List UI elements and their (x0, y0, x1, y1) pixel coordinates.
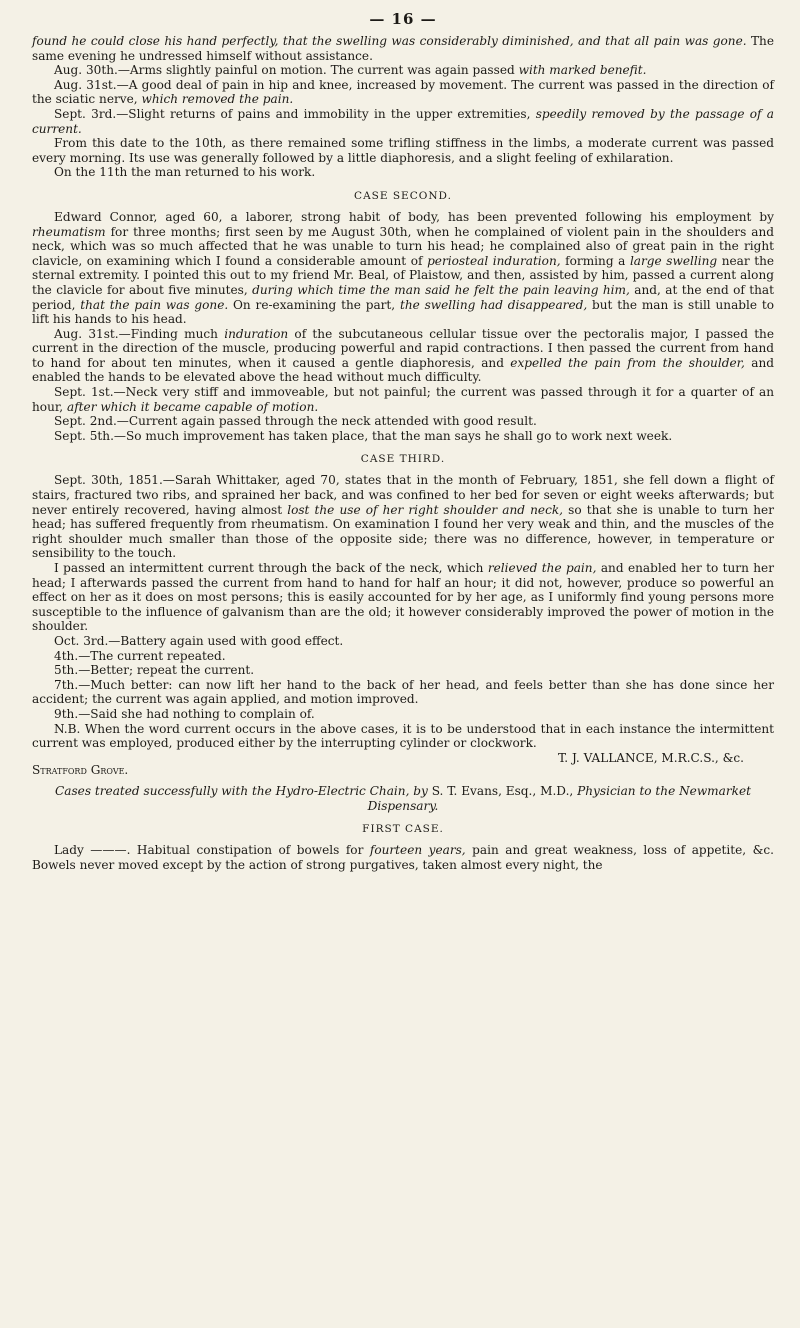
text: The same evening he undressed himself without assistance. (32, 34, 774, 63)
text: but the man is still unable to lift his hands to his head. (32, 297, 774, 327)
text: and enabled the hands to be elevated above the head without much difficulty. (32, 355, 774, 385)
first-case-paragraph (32, 843, 774, 872)
entry-aug-31 (32, 78, 774, 107)
case-second-heading: CASE SECOND. (354, 189, 452, 202)
italic-text: speedily removed by the passage of a current. (32, 106, 774, 136)
text: Aug. 30th.—Arms slightly painful on motion. The current was again passed (54, 63, 519, 78)
text: for three months; first seen by me August 30th, when he complained of violent pain in the shoulders and neck, which was so much affected that he was unable to turn his head; he complained also of great pain in the right clavicle, on examining which I found a considerable amount of (32, 224, 774, 268)
italic-text: during which time the man said he felt the pain leaving him, (252, 282, 630, 297)
text: Sept. 1st.—Neck very stiff and immoveable, but not painful; the current was passed through it for a quarter of an hour, (32, 385, 774, 414)
italic-text: the swelling had disappeared, (399, 297, 588, 312)
case-third-9th: 9th.—Said she had nothing to complain of. (54, 706, 315, 721)
signature: T. J. VALLANCE, M.R.C.S., &c. (558, 750, 744, 765)
case-second-paragraph (32, 210, 774, 327)
text: and enabled her to turn her head; I afterwards passed the current from hand to hand for half an hour; it did not, however, produce so powerful an effect on her as it does on most persons; this is easily accounted for by her age, as I uniformly find young persons more susceptible to the influence of galvanism than are the old; it however considerably improved the power of motion in the shoulder. (32, 561, 774, 634)
text: near the sternal extremity. I pointed this out to my friend Mr. Beal, of Plaistow, and then, assisted by him, passed a current along the clavicle for about five minutes, (32, 253, 775, 297)
case-third-7th: 7th.—Much better: can now lift her hand to the back of her head, and feels better than she has done since her accident; the current was again applied, and motion improved. (32, 677, 774, 707)
section-title (32, 784, 774, 813)
text: Aug. 31st.—Finding much (54, 326, 225, 341)
case-second-sept-2: Sept. 2nd.—Current again passed through the neck attended with good result. (54, 414, 537, 429)
text: Aug. 31st.—A good deal of pain in hip and knee, increased by movement. The current was passed in the direction of the sciatic nerve, (32, 77, 774, 107)
case-second-sept-1 (32, 385, 774, 414)
case-third-4th: 4th.—The current repeated. (54, 648, 226, 663)
text: Edward Connor, aged 60, a laborer, strong habit of body, has been prevented following his employment by (54, 209, 774, 224)
entry-aug-30 (32, 63, 774, 78)
italic-text: that the pain was gone. (80, 297, 229, 312)
italic-text: induration (224, 326, 289, 341)
text: I passed an intermittent current through the back of the neck, which (54, 561, 488, 575)
italic-text: after which it became capable of motion. (67, 399, 319, 414)
entry-sept-3 (32, 107, 774, 136)
italic-text: relieved the pain, (487, 561, 597, 575)
italic-text: with marked benefit. (518, 63, 647, 78)
italic-text: fourteen years, (369, 843, 466, 858)
italic-text: expelled the pain from the shoulder, (510, 355, 745, 370)
italic-text: found he could close his hand perfectly, that the swelling was considerably diminished, and that all pain (32, 34, 681, 48)
italic-text: lost the use of her right shoulder and neck, (287, 502, 564, 517)
page-number: — 16 — (369, 10, 437, 28)
text: of the subcutaneous cellular tissue over the pectoralis major, I passed the current in the direction of the muscle, producing powerful and rapid contractions. I then passed the current from hand to hand for about ten minutes, when it caused a gentle diaphoresis, and (32, 326, 774, 370)
italic-text: which removed the pain. (141, 92, 294, 107)
text: forming a (560, 253, 630, 268)
text: Cases treated successfully with the Hydro-Electric Chain, by (55, 783, 432, 798)
text: so that she is unable to turn her head; has suffered frequently from rheumatism. On examination I found her very weak and thin, and the muscles of the right shoulder much smaller than those of the opposite side; there was no difference, however, in temperature or sensibility to the touch. (32, 502, 774, 561)
text: Sept. 3rd.—Slight returns of pains and immobility in the upper extremities, (54, 106, 536, 121)
nota-bene: N.B. When the word current occurs in the above cases, it is to be understood that in each instance the intermittent current was employed, produced either by the interrupting cylinder or clockwork. (32, 721, 774, 751)
italic-text: rheumatism (32, 224, 106, 239)
paragraph-from-this-date: From this date to the 10th, as there remained some trifling stiffness in the limbs, a moderate current was passed every morning. Its use was generally followed by a little diaphoresis, and a slight feeling of exhilaration. (32, 136, 774, 165)
author-name: S. T. Evans, Esq., M.D., (431, 783, 574, 798)
text: Sept. 30th, 1851.—Sarah Whittaker, aged 70, states that in the month of February, 1851, she fell down a flight of stairs, fractured two ribs, and sprained her back, and was confined to her bed for seven or eight weeks afterwards; but never entirely recovered, having almost (32, 473, 774, 517)
first-case-heading: FIRST CASE. (362, 823, 444, 836)
text: and, at the end of that period, (32, 282, 775, 312)
paragraph-return-to-work: On the 11th the man returned to his work. (54, 165, 316, 180)
case-second-sept-5: Sept. 5th.—So much improvement has taken place, that the man says he shall go to work next week. (54, 428, 673, 443)
italic-text: periosteal induration, (427, 253, 561, 268)
text: pain and great weakness, loss of appetite, &c. Bowels never moved except by the action of strong purgatives, taken almost every night, the (32, 843, 775, 872)
italic-text: large swelling (629, 253, 718, 268)
text: On re-examining the part, (228, 297, 400, 312)
text: Physician to the Newmarket Dispensary. (367, 783, 751, 813)
case-third-heading: CASE THIRD. (360, 453, 446, 466)
signature-place: Stratford Grove. (32, 763, 129, 778)
italic-text: was gone. (684, 34, 747, 48)
case-first-conclusion (32, 34, 774, 63)
text: Lady ———. Habitual constipation of bowels for (54, 843, 370, 858)
case-third-paragraph (32, 473, 774, 561)
case-third-5th: 5th.—Better; repeat the current. (54, 663, 255, 678)
case-second-aug-31 (32, 327, 774, 385)
case-third-treatment (32, 561, 774, 634)
case-third-oct-3: Oct. 3rd.—Battery again used with good effect. (54, 633, 344, 648)
